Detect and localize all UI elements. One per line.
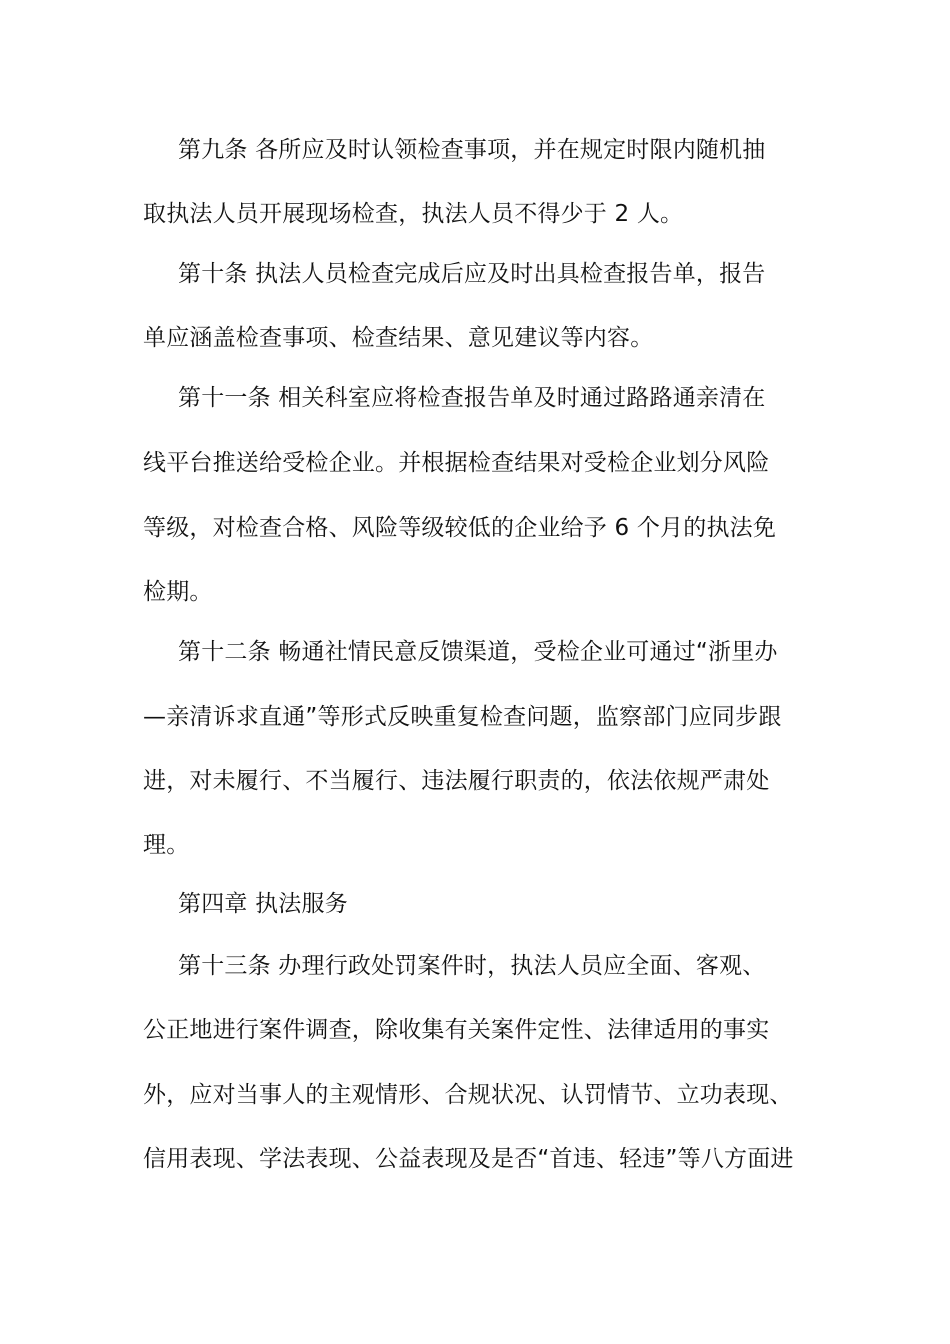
article-11-line-1: 第十一条 相关科室应将检查报告单及时通过路路通亲清在: [178, 385, 766, 411]
article-12-line-4: 理。: [143, 832, 190, 858]
article-9-line-1: 第九条 各所应及时认领检查事项，并在规定时限内随机抽: [178, 137, 766, 163]
article-13-line-4: 信用表现、学法表现、公益表现及是否“首违、轻违”等八方面进: [143, 1146, 794, 1172]
article-13-line-1: 第十三条 办理行政处罚案件时，执法人员应全面、客观、: [178, 953, 766, 979]
article-11-line-2: 线平台推送给受检企业。并根据检查结果对受检企业划分风险: [143, 450, 770, 476]
article-12-line-3: 进，对未履行、不当履行、违法履行职责的，依法依规严肃处: [143, 768, 770, 794]
article-11-line-4: 检期。: [143, 579, 213, 605]
article-10-line-1: 第十条 执法人员检查完成后应及时出具检查报告单，报告: [178, 261, 766, 287]
article-12-line-2: —亲清诉求直通”等形式反映重复检查问题，监察部门应同步跟: [143, 704, 782, 730]
article-9-line-2: 取执法人员开展现场检查，执法人员不得少于 2 人。: [143, 201, 684, 227]
chapter-4-heading: 第四章 执法服务: [178, 891, 348, 917]
article-13-line-2: 公正地进行案件调查，除收集有关案件定性、法律适用的事实: [143, 1017, 770, 1043]
article-11-line-3: 等级，对检查合格、风险等级较低的企业给予 6 个月的执法免: [143, 515, 777, 541]
article-12-line-1: 第十二条 畅通社情民意反馈渠道，受检企业可通过“浙里办: [178, 639, 778, 665]
article-10-line-2: 单应涵盖检查事项、检查结果、意见建议等内容。: [143, 325, 654, 351]
article-13-line-3: 外，应对当事人的主观情形、合规状况、认罚情节、立功表现、: [143, 1082, 793, 1108]
